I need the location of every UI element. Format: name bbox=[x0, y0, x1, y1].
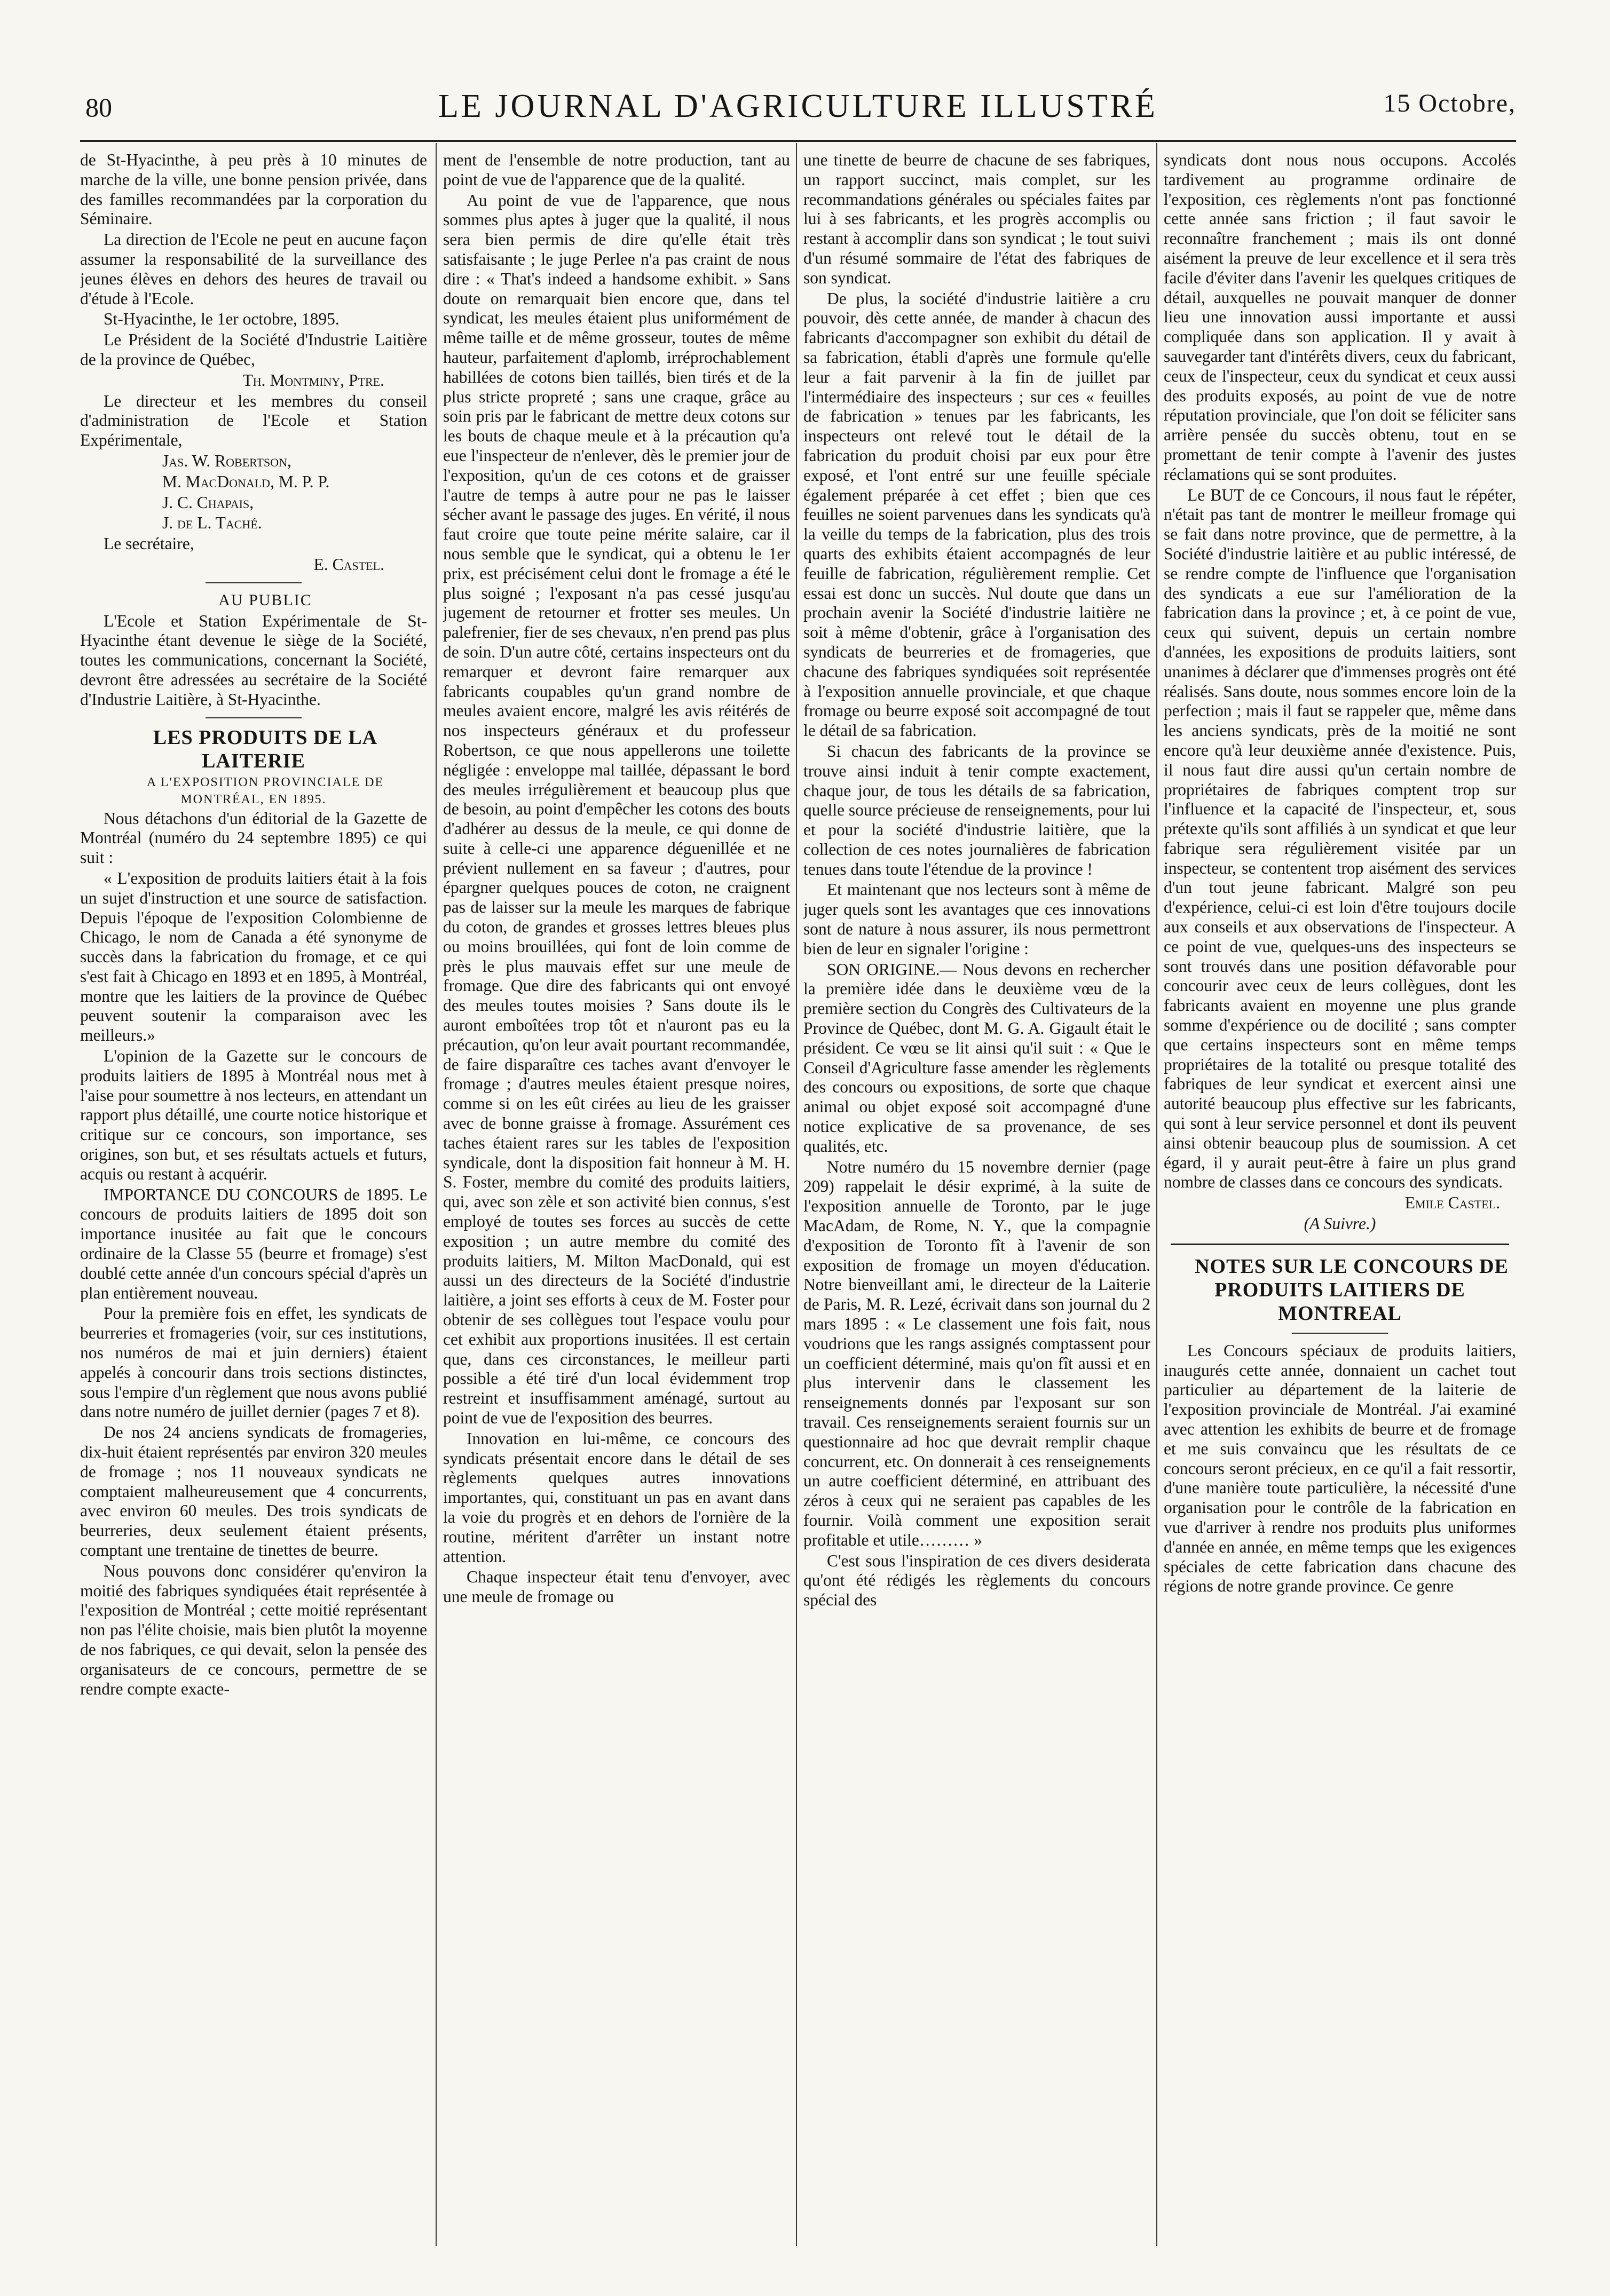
column-2 bbox=[443, 151, 790, 2243]
column-1 bbox=[80, 151, 427, 2243]
page-number: 80 bbox=[85, 92, 112, 122]
article-subheading: A L'EXPOSITION PROVINCIALE DE MONTRÉAL, EN 1895. bbox=[146, 775, 384, 806]
separator bbox=[1171, 1244, 1509, 1245]
separator bbox=[1292, 1333, 1388, 1334]
column-4 bbox=[1164, 151, 1516, 2243]
signature: Th. Montminy, Ptre. bbox=[242, 370, 384, 390]
paragraph: L'opinion de la Gazette sur le concours de produits laitiers de 1895 à Montréal nous met à l'aise pour soumettre à nos lecteurs, en attendant un rapport plus détaillé, une courte notice historique et critique sur ce concours, son importance, ses origines, son but, et ses résultats actuels et futurs, acquis ou restant à acquérir. bbox=[80, 1047, 427, 1183]
section-title: AU PUBLIC bbox=[218, 591, 312, 609]
paragraph: Le BUT de ce Concours, il nous faut le répéter, n'était pas tant de montrer le meilleur fromage qui se fait dans notre province, que de permettre, à la Société d'industrie laitière et au public intéressé, de se rendre compte de l'influence que l'organisation des syndicats a eue sur l'amélioration de la fabrication dans la province ; et, à ce point de vue, ceux qui suivent, depuis un certain nombre d'années, les expositions de produits laitiers, sont unanimes à déclarer que d'immenses progrès ont été réalisés. Sans doute, nous sommes encore loin de la perfection ; mais il faut se rappeler que, même dans les anciens syndicats, près de la moitié ne sont encore qu'à leur deuxième année d'existence. Puis, il nous faut dire aussi qu'un certain nombre de propriétaires de fabriques comptent trop sur l'influence et la capacité de l'inspecteur, et, sous prétexte qu'ils sont affiliés à un syndicat et que leur fabrique sera régulièrement visitée par un inspecteur, se contentent trop aisément des services d'un tout jeune fabricant. Malgré son peu d'expérience, celui-ci est loin d'être toujours docile aux conseils et aux observations de l'inspecteur. A ce point de vue, quelques-uns des inspecteurs se sont trouvés dans une position défavorable pour concourir avec ceux de leurs collègues, dont les fabricants avaient en moyenne une plus grande somme d'expérience ou de docilité ; sans compter que certains inspecteurs sont en même temps propriétaires de la totalité ou presque totalité des fabriques de leur syndicat et exercent ainsi une autorité beaucoup plus effective sur les fabricants, qui sont à leur service personnel et dont ils peuvent ainsi obtenir beaucoup plus de soumission. A cet égard, il y aurait peut-être à faire un plus grand nombre de classes dans ce concours des syndicats. bbox=[1164, 485, 1516, 1192]
paragraph: de St-Hyacinthe, à peu près à 10 minutes de marche de la ville, une bonne pension privée, dans des familles recommandées par la corporation du Séminaire. bbox=[80, 151, 427, 228]
director-name: J. C. Chapais, bbox=[162, 493, 254, 512]
paragraph: Et maintenant que nos lecteurs sont à même de juger quels sont les avantages que ces innovations sont de nature à nous assurer, ils nous permettront bien de leur en signaler l'origine : bbox=[803, 880, 1150, 958]
column-rule-2 bbox=[796, 143, 797, 2246]
column-rule-1 bbox=[436, 143, 437, 2246]
paragraph: Nous détachons d'un éditorial de la Gazette de Montréal (numéro du 24 septembre 1895) ce qui suit : bbox=[80, 809, 427, 867]
column-rule-3 bbox=[1156, 143, 1157, 2246]
paragraph: IMPORTANCE DU CONCOURS de 1895. Le concours de produits laitiers de 1895 doit son importance inusitée au fait que le concours ordinaire de la Classe 55 (beurre et fromage) s'est doublé cette année d'un concours spécial d'après un plan entièrement nouveau. bbox=[80, 1185, 427, 1302]
paragraph: C'est sous l'inspiration de ces divers desiderata qu'ont été rédigés les règlements du concours spécial des bbox=[803, 1551, 1150, 1610]
paragraph: Chaque inspecteur était tenu d'envoyer, avec une meule de fromage ou bbox=[443, 1567, 790, 1606]
paragraph: Le directeur et les membres du conseil d'administration de l'Ecole et Station Expérimentale, bbox=[80, 391, 427, 450]
paragraph: Les Concours spéciaux de produits laitiers, inaugurés cette année, donnaient un cachet tout particulier au département de la laiterie de l'exposition provinciale de Montréal. J'ai examiné avec attention les exhibits de beurre et de fromage et me suis convaincu que les résultats de ce concours seront précieux, en ce qu'il a fait ressortir, d'une manière toute particulière, la nécessité d'une organisation pour le contrôle de la fabrication en vue d'arriver à rendre nos produits plus uniformes d'année en année, en même temps que les exigences spéciales de cette fabrication dans chacune des régions de notre grande province. Ce genre bbox=[1164, 1341, 1516, 1596]
article-heading: NOTES SUR LE CONCOURS DE PRODUITS LAITIERS DE MONTREAL bbox=[1195, 1255, 1509, 1325]
paragraph: « L'exposition de produits laitiers était à la fois un sujet d'instruction et une source de satisfaction. Depuis l'époque de l'exposition Colombienne de Chicago, le nom de Canada a été synonyme de succès dans la fabrication du fromage, et ce qui s'est fait à Chicago en 1893 et en 1895, à Montréal, montre que les laitiers de la province de Québec peuvent soutenir la comparaison avec les meilleurs.» bbox=[80, 868, 427, 1045]
column-3 bbox=[803, 151, 1150, 2243]
paragraph: De nos 24 anciens syndicats de fromageries, dix-huit étaient représentés par environ 320 meules de fromage ; nos 11 nouveaux syndicats ne comptaient malheureusement que 4 concurrents, avec environ 60 meules. Des trois syndicats de beurreries, deux seulement étaient présents, comptant une trentaine de tinettes de beurre. bbox=[80, 1423, 427, 1559]
director-name: Jas. W. Robertson, bbox=[162, 451, 291, 470]
page-header bbox=[80, 80, 1516, 123]
separator bbox=[206, 717, 302, 718]
paragraph: La direction de l'Ecole ne peut en aucune façon assumer la responsabilité de la surveillance des jeunes élèves en dehors des heures de travail ou d'étude à l'Ecole. bbox=[80, 230, 427, 308]
director-name: M. MacDonald, M. P. P. bbox=[162, 472, 330, 491]
director-name: J. de L. Taché. bbox=[162, 513, 262, 533]
paragraph: une tinette de beurre de chacune de ses fabriques, un rapport succinct, mais complet, sur les recommandations générales ou spéciales faites par lui à ses fabricants, et les progrès accomplis ou restant à accomplir dans son syndicat ; le tout suivi d'un résumé sommaire de l'état des fabriques de son syndicat. bbox=[803, 151, 1150, 287]
paragraph: Au point de vue de l'apparence, que nous sommes plus aptes à juger que la qualité, il nous sera bien permis de dire qu'elle était très satisfaisante ; le juge Perlee n'a pas craint de nous dire : « That's indeed a handsome exhibit. » Sans doute on remarquait bien encore que, dans tel syndicat, les meules étaient plus uniformément de même taille et de même grosseur, toutes de même hauteur, parfaitement d'aplomb, irréprochablement habillées de cotons bien taillés, bien tirés et de la plus stricte propreté ; sans une craque, grâce au soin pris par le fabricant de mettre deux cotons sur les bouts de chaque meule et à la précaution qu'a eue l'inspecteur de n'enlever, dès le premier jour de l'exposition, qu'un de ces cotons et de graisser l'autre de temps à autre pour ne pas le laisser sécher avant le passage des juges. En vérité, il nous faut croire que toute peine mérite salaire, car il nous semble que le syndicat, qui a obtenu le 1er prix, est précisément celui dont le fromage a été le plus soigné ; l'exposant n'a pas cessé jusqu'au jugement de retourner et frotter ses meules. Un palefrenier, fier de ses chevaux, n'en prend pas plus de soin. D'un autre côté, certains inspecteurs ont du remarquer et devront faire remarquer aux fabricants coupables qu'un grand nombre de meules avaient encore, malgré les avis réitérés de nos inspecteurs généraux et du professeur Robertson, ce que nous appellerons une toilette négligée : enveloppe mal taillée, dépassant le bord des meules irrégulièrement et beaucoup plus que de besoin, au point d'empêcher les cotons des bouts d'adhérer au dessus de la meule, ce qui donne de suite à celle-ci une apparence déguenillée et ne prévient nullement en sa faveur ; d'autres, pour épargner quelques pouces de coton, ne craignent pas de laisser sur la meule les marques de fabrique du coton, de grandes et grosses lettres bleues plus ou moins brouillées, qui font de loin comme de près le plus mauvais effet sur une meule de fromage. Que dire des fabricants qui ont envoyé des meules toutes moisies ? Sans doute ils le auront emboîtées trop tôt et n'auront pas eu la précaution, qu'on leur avait pourtant recommandée, de faire disparaître ces taches avant d'envoyer le fromage ; d'autres meules étaient presque noires, comme si on les eût cirées au lieu de les graisser avec de bonne graisse à fromage. Assurément ces taches étaient rares sur les tables de l'exposition syndicale, dont la disposition fait honneur à M. H. S. Foster, membre du comité des produits laitiers, qui, avec son zèle et son activité bien connus, s'est employé de toutes ses forces au succès de cette exposition ; un autre membre du comité des produits laitiers, M. Milton MacDonald, qui est aussi un des directeurs de la Société d'industrie laitière, a joint ses efforts à ceux de M. Foster pour obtenir de ses collègues tout l'espace voulu pour cet exhibit aux proportions inusitées. Il est certain que, dans ces circonstances, le meilleur parti possible a été tiré d'un local évidemment trop restreint et insuffisamment aménagé, surtout au point de vue de l'exposition des beurres. bbox=[443, 191, 790, 1427]
paragraph: Notre numéro du 15 novembre dernier (page 209) rappelait le désir exprimé, à la suite de l'exposition annuelle de Toronto, par le juge MacAdam, de Rome, N. Y., que la compagnie d'exposition de Toronto fît à l'avenir de son exposition de fromage un moyen d'éducation. Notre bienveillant ami, le directeur de la Laiterie de Paris, M. R. Lezé, écrivait dans son journal du 2 mars 1895 : « Le classement une fois fait, nous voudrions que les rangs assignés comptassent pour un coefficient déterminé, mais qu'on fît aussi et en plus intervenir dans le classement les renseignements donnés par l'exposant sur son travail. Ces renseignements seraient fournis sur un questionnaire ad hoc que devrait remplir chaque concurrent, etc. On donnerait à ces renseignements un autre coefficient déterminé, en attribuant des zéros à ceux qui ne seraient pas capables de les fournir. Voilà comment une exposition serait profitable et utile……… » bbox=[803, 1157, 1150, 1549]
to-be-continued: (A Suivre.) bbox=[1304, 1214, 1376, 1233]
issue-date: 15 Octobre, bbox=[1383, 89, 1516, 117]
separator bbox=[206, 582, 302, 583]
paragraph: SON ORIGINE.— Nous devons en rechercher la première idée dans le deuxième vœu de la première section du Congrès des Cultivateurs de la Province de Québec, dont M. G. A. Gigault était le président. Ce vœu se lit ainsi qu'il suit : « Que le Conseil d'Agriculture fasse amender les règlements des concours ou expositions, de sorte que chaque animal ou objet exposé soit accompagné d'une notice explicative de sa provenance, de ses qualités, etc. bbox=[803, 960, 1150, 1155]
paragraph: St-Hyacinthe, le 1er octobre, 1895. bbox=[104, 310, 340, 329]
paragraph: Pour la première fois en effet, les syndicats de beurreries et fromageries (voir, sur ces institutions, nos numéros de mai et juin derniers) étaient appelés à concourir dans trois sections distinctes, sous l'empire d'un règlement que nous avons publié dans notre numéro de juillet dernier (pages 7 et 8). bbox=[80, 1304, 427, 1421]
secretary-name: E. Castel. bbox=[313, 555, 384, 574]
paragraph: Le Président de la Société d'Industrie Laitière de la province de Québec, bbox=[80, 330, 427, 369]
paragraph: L'Ecole et Station Expérimentale de St-Hyacinthe étant devenue le siège de la Société, toutes les communications, concernant la Société, devront être adressées au secrétaire de la Société d'Industrie Laitière, à St-Hyacinthe. bbox=[80, 611, 427, 709]
article-heading: LES PRODUITS DE LA LAITERIE bbox=[153, 726, 378, 772]
header-rule bbox=[80, 140, 1516, 142]
paragraph: Nous pouvons donc considérer qu'environ la moitié des fabriques syndiquées était représentée à l'exposition de Montréal ; cette moitié représentant non pas l'élite choisie, mais bien plutôt la moyenne de nos fabriques, ce qui devait, selon la pensée des organisateurs de ce concours, permettre de se rendre compte exacte- bbox=[80, 1561, 427, 1698]
paragraph: ment de l'ensemble de notre production, tant au point de vue de l'apparence que de la qualité. bbox=[443, 151, 790, 189]
paragraph: De plus, la société d'industrie laitière a cru pouvoir, dès cette année, de mander à chacun des fabricants d'accompagner son exhibit du détail de sa fabrication, établi d'après une formule qu'elle leur a fait parvenir à la fin de juillet par l'intermédiaire des inspecteurs ; sur ces « feuilles de fabrication » tenues par les fabricants, les inspecteurs ont relevé tout le détail de la fabrication du produit choisi par eux pour être exposé, et l'ont entré sur une feuille spéciale également préparée à cet effet ; bien que ces feuilles ne soient parvenues dans les syndicats qu'à la veille du temps de la fabrication, plus des trois quarts des exhibits étaient accompagnés de leur feuille de fabrication, régulièrement remplie. Cet essai est donc un succès. Nul doute que dans un prochain avenir la Société d'industrie laitière ne soit à même d'obtenir, grâce à l'organisation des syndicats de beurreries et de fromageries, que chacune des fabriques syndiquées soit représentée à l'exposition annuelle provinciale, et que chaque fromage ou beurre exposé soit accompagné de tout le détail de sa fabrication. bbox=[803, 289, 1150, 740]
journal-title: LE JOURNAL D'AGRICULTURE ILLUSTRÉ bbox=[438, 88, 1158, 124]
paragraph: Si chacun des fabricants de la province se trouve ainsi induit à tenir compte exactement, chaque jour, de tous les détails de sa fabrication, quelle source précieuse de renseignements, pour lui et pour la société d'industrie laitière, que la collection de ces notes journalières de fabrication tenues dans toute l'étendue de la province ! bbox=[803, 741, 1150, 878]
paragraph: syndicats dont nous nous occupons. Accolés tardivement au programme ordinaire de l'exposition, ces règlements n'ont pas fonctionné cette année sans friction ; il faut savoir le reconnaître franchement ; mais ils ont donné aisément la preuve de leur excellence et il sera très facile d'éviter dans l'avenir les quelques critiques de détail, auxquelles ne pouvait manquer de donner lieu une innovation aussi importante et aussi compliquée dans son application. Il y avait à sauvegarder tant d'intérêts divers, ceux du fabricant, ceux de l'inspecteur, ceux du syndicat et ceux aussi des produits exposés, au point de vue de notre réputation provinciale, que l'on doit se féliciter sans arrière pensée du succès obtenu, tout en se promettant de tenir compte à l'avenir des justes réclamations qui se sont produites. bbox=[1164, 151, 1516, 484]
secretary-label: Le secrétaire, bbox=[104, 534, 194, 553]
signature: Emile Castel. bbox=[1404, 1193, 1500, 1213]
paragraph: Innovation en lui-même, ce concours des syndicats présentait encore dans le détail de ses règlements quelques autres innovations importantes, qui, constituant un pas en avant dans la voie du progrès et en dehors de l'ornière de la routine, méritent d'arrêter un instant notre attention. bbox=[443, 1429, 790, 1566]
